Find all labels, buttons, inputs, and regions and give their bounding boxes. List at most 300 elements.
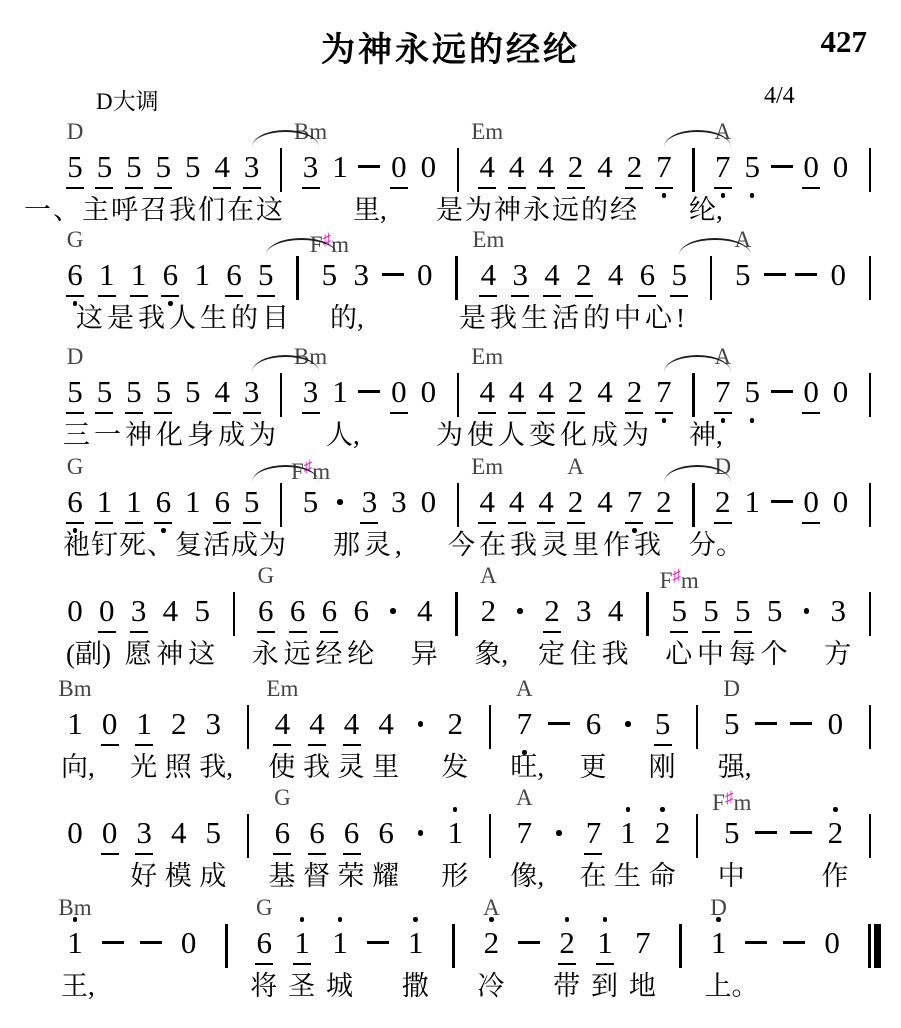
chord-label: A: [734, 227, 752, 252]
note: 7: [708, 149, 738, 199]
chord-label: A: [480, 563, 497, 588]
lyric: 灵: [337, 752, 365, 782]
lyric: 荣: [337, 861, 365, 891]
note: 2: [447, 706, 463, 741]
note: 5: [185, 149, 201, 184]
note: 1: [332, 374, 348, 409]
eighth-underline: [95, 522, 113, 524]
chord-label: G: [274, 785, 291, 810]
high-octave-dot: [338, 917, 343, 922]
note: 5: [89, 374, 119, 424]
augmentation-dot: [544, 815, 574, 865]
lyric: 定: [538, 639, 565, 669]
barline: [439, 925, 469, 975]
low-octave-dot: [750, 418, 755, 423]
lyric: 发: [441, 752, 469, 782]
note: 1: [287, 925, 317, 975]
eighth-underline: [289, 631, 307, 633]
lyric: 永: [251, 639, 279, 669]
note: 6: [251, 593, 281, 643]
lyric: 更: [579, 752, 607, 782]
duration-dash: [98, 925, 128, 975]
chord-label: A: [516, 676, 533, 701]
eighth-underline: [101, 744, 119, 746]
lyric: 成: [199, 861, 227, 891]
note: 5: [119, 374, 149, 424]
barline: [678, 149, 708, 199]
eighth-underline: [98, 631, 116, 633]
eighth-underline: [702, 631, 720, 633]
eighth-underline: [802, 412, 820, 414]
barline: [211, 925, 241, 975]
song-title: 为神永远的经纶: [321, 32, 580, 69]
chord-label: F♯m: [659, 566, 699, 593]
eighth-underline: [714, 187, 732, 189]
lyric: 那灵,: [333, 530, 406, 560]
eighth-underline: [537, 412, 555, 414]
eighth-underline: [625, 522, 643, 524]
note: 3: [237, 149, 267, 199]
eighth-underline: [213, 522, 231, 524]
note: 2: [561, 484, 591, 534]
note: 3: [296, 149, 326, 199]
rest-note: 0: [67, 593, 83, 628]
note: 5: [119, 149, 149, 199]
rest-note: 0: [832, 374, 849, 409]
eighth-underline: [479, 295, 497, 297]
note: 2: [552, 925, 582, 975]
chord-label: Em: [266, 676, 299, 701]
barline: [855, 815, 885, 865]
rest-note: 0: [830, 257, 846, 292]
note: 3: [237, 374, 267, 424]
note: 5: [723, 815, 740, 850]
lyric: 我: [601, 639, 629, 669]
rest-note: 0: [832, 149, 849, 184]
note: 3: [124, 593, 154, 643]
note: 6: [378, 815, 394, 850]
note: 7: [708, 374, 738, 424]
lyric: 里: [372, 752, 400, 782]
chord-label: A: [714, 344, 732, 369]
high-octave-dot: [565, 917, 570, 922]
eighth-underline: [508, 187, 526, 189]
low-octave-dot: [750, 193, 755, 198]
chord-label: G: [255, 895, 273, 920]
note: 1: [590, 925, 620, 975]
eighth-underline: [293, 963, 311, 965]
sharp-accidental: ♯: [724, 788, 734, 807]
note: 6: [155, 257, 185, 307]
eighth-underline: [655, 187, 673, 189]
lyric: 督: [302, 861, 330, 891]
final-barline: [855, 925, 885, 975]
note: 6: [249, 925, 279, 975]
eighth-underline: [390, 412, 408, 414]
eighth-underline: [343, 853, 361, 855]
rest-note: 0: [92, 593, 122, 643]
eighth-underline: [125, 522, 143, 524]
high-octave-dot: [660, 807, 665, 812]
note: 3: [205, 706, 221, 741]
eighth-underline: [66, 522, 84, 524]
eighth-underline: [625, 187, 643, 189]
barline: [233, 706, 263, 756]
note: 2: [708, 484, 738, 534]
eighth-underline: [478, 412, 496, 414]
note: 5: [664, 257, 694, 307]
duration-dash: [354, 374, 384, 424]
augmentation-dot: [378, 593, 408, 643]
chord-label: G: [66, 454, 84, 479]
lyric: 撒: [401, 971, 429, 1001]
music-system: [0, 676, 901, 792]
lyric: 分。: [689, 530, 743, 560]
note: 2: [537, 593, 567, 643]
barline: [443, 484, 473, 534]
duration-dash: [751, 706, 781, 756]
note: 4: [607, 593, 624, 628]
note: 7: [516, 815, 533, 850]
note: 4: [531, 149, 561, 199]
chord-label: G: [66, 227, 84, 252]
chord-label: Em: [472, 227, 505, 252]
lyric: 将: [250, 971, 278, 1001]
eighth-underline: [161, 295, 179, 297]
rest-note: 0: [796, 374, 826, 424]
rest-note: 0: [420, 374, 437, 409]
eighth-underline: [575, 295, 593, 297]
note: 5: [89, 149, 119, 199]
music-system: [0, 454, 901, 570]
note: 1: [185, 484, 201, 519]
lyric: 使: [268, 752, 296, 782]
eighth-underline: [537, 187, 555, 189]
note: 5: [766, 593, 783, 628]
duration-dash: [767, 149, 797, 199]
note: 5: [237, 484, 267, 534]
note: 6: [302, 815, 332, 865]
note: 2: [561, 374, 591, 424]
note: 7: [619, 484, 649, 534]
note: 1: [704, 925, 734, 975]
duration-dash: [767, 374, 797, 424]
chord-label: Bm: [293, 119, 328, 144]
barline: [682, 706, 712, 756]
note: 4: [417, 593, 433, 628]
hymn-number: 427: [820, 24, 867, 59]
lyric: 强,: [717, 752, 752, 782]
note: 7: [649, 149, 679, 199]
eighth-underline: [537, 522, 555, 524]
time-signature: 4/4: [764, 83, 795, 109]
note: 5: [728, 593, 758, 643]
note: 2: [476, 925, 506, 975]
music-system: [0, 344, 901, 460]
music-system: [0, 563, 901, 679]
eighth-underline: [154, 522, 172, 524]
barline: [475, 815, 505, 865]
eighth-underline: [567, 187, 585, 189]
note: 4: [378, 706, 394, 741]
eighth-underline: [625, 412, 643, 414]
low-octave-dot: [662, 418, 667, 423]
sharp-accidental: ♯: [322, 230, 332, 249]
note: 5: [696, 593, 726, 643]
note: 6: [60, 257, 90, 307]
lyric: 是我生活的中心!: [459, 303, 689, 333]
lyric: 里,: [353, 195, 387, 225]
rest-note: 0: [180, 925, 197, 960]
lyric: 人,: [326, 420, 360, 450]
eighth-underline: [255, 963, 273, 965]
duration-dash: [514, 925, 544, 975]
chord-label: A: [714, 119, 732, 144]
note: 6: [219, 257, 249, 307]
lyric: 为使人变化成为: [436, 420, 653, 450]
music-system: [0, 895, 901, 1011]
note: 5: [148, 374, 178, 424]
lyric: 冷: [477, 971, 505, 1001]
note: 4: [472, 374, 502, 424]
lyric: 王,: [61, 971, 95, 1001]
note: 4: [472, 149, 502, 199]
eighth-underline: [670, 295, 688, 297]
eighth-underline: [302, 412, 320, 414]
lyric: 住: [569, 639, 597, 669]
lyric: 到: [591, 971, 618, 1001]
barline: [678, 484, 708, 534]
note: 3: [391, 484, 407, 519]
lyric: 模: [164, 861, 192, 891]
barline: [443, 374, 473, 424]
high-octave-dot: [833, 807, 838, 812]
eighth-underline: [95, 187, 113, 189]
sharp-accidental: ♯: [303, 457, 313, 476]
note: 2: [561, 149, 591, 199]
eighth-underline: [558, 963, 576, 965]
barline: [442, 593, 472, 643]
lyric: 的,: [330, 303, 364, 333]
lyric: 这是我人生的目: [76, 303, 293, 333]
lyric: 像,: [510, 861, 545, 891]
eighth-underline: [213, 412, 231, 414]
note: 6: [267, 815, 297, 865]
note: 7: [578, 815, 608, 865]
note: 4: [531, 374, 561, 424]
augmentation-dot: [406, 706, 436, 756]
note: 4: [502, 149, 532, 199]
duration-dash: [767, 484, 797, 534]
note: 4: [472, 484, 502, 534]
note: 6: [207, 484, 237, 534]
chord-label: D: [710, 895, 727, 920]
lyric: 三一神化身成为: [63, 420, 280, 450]
note: 6: [337, 815, 367, 865]
augmentation-dot: [406, 815, 436, 865]
eighth-underline: [308, 853, 326, 855]
chord-label: Em: [471, 119, 504, 144]
note: 3: [576, 593, 592, 628]
chord-label: G: [257, 563, 275, 588]
rest-note: 0: [420, 484, 437, 519]
note: 6: [632, 257, 662, 307]
eighth-underline: [308, 744, 326, 746]
chord-label: F♯m: [712, 788, 752, 815]
lyric: 中: [697, 639, 724, 669]
note: 5: [251, 257, 281, 307]
note: 7: [509, 706, 539, 756]
eighth-underline: [638, 295, 656, 297]
eighth-underline: [714, 412, 732, 414]
eighth-underline: [478, 187, 496, 189]
lyric: 命: [648, 861, 676, 891]
note: 5: [302, 484, 319, 519]
rest-note: 0: [384, 149, 414, 199]
eighth-underline: [714, 522, 732, 524]
eighth-underline: [655, 412, 673, 414]
eighth-underline: [734, 631, 752, 633]
rest-note: 0: [67, 815, 83, 850]
lyric: 异: [410, 639, 438, 669]
low-octave-dot: [662, 193, 667, 198]
eighth-underline: [273, 853, 291, 855]
lyric: 我: [302, 752, 330, 782]
note: 2: [170, 706, 187, 741]
eighth-underline: [390, 187, 408, 189]
chord-label: D: [66, 344, 84, 369]
eighth-underline: [243, 412, 261, 414]
note: 1: [440, 815, 470, 865]
note: 2: [648, 815, 678, 865]
note: 5: [648, 706, 678, 756]
barline: [855, 706, 885, 756]
lyric: 中: [717, 861, 745, 891]
eighth-underline: [135, 853, 153, 855]
note: 1: [332, 149, 348, 184]
note: 6: [148, 484, 178, 534]
chord-label: A: [567, 454, 584, 479]
lyric: 上。: [704, 971, 759, 1001]
barline: [696, 257, 726, 307]
barline: [682, 815, 712, 865]
rest-note: 0: [417, 257, 433, 292]
chord-label: D: [723, 676, 741, 701]
note: 2: [619, 149, 649, 199]
duration-dash: [786, 815, 816, 865]
note: 1: [92, 257, 122, 307]
lyric: (副): [66, 639, 111, 669]
note: 6: [314, 593, 344, 643]
barline: [666, 925, 696, 975]
lyric: 好: [130, 861, 158, 891]
high-octave-dot: [453, 807, 458, 812]
high-octave-dot: [626, 807, 631, 812]
chord-label: A: [483, 895, 500, 920]
eighth-underline: [154, 187, 172, 189]
chord-label: A: [516, 785, 533, 810]
lyric: 作: [821, 861, 849, 891]
eighth-underline: [125, 412, 143, 414]
duration-dash: [751, 815, 781, 865]
note: 2: [480, 593, 497, 628]
eighth-underline: [567, 522, 585, 524]
note: 2: [649, 484, 679, 534]
barline: [283, 257, 313, 307]
eighth-underline: [320, 631, 338, 633]
note: 3: [129, 815, 159, 865]
note: 5: [205, 815, 221, 850]
lyric: 神,: [689, 420, 723, 450]
key-signature: D大调: [96, 89, 159, 114]
rest-note: 0: [95, 815, 125, 865]
music-system: [0, 785, 901, 901]
rest-note: 0: [420, 149, 437, 184]
note: 1: [401, 925, 431, 975]
note: 5: [737, 149, 767, 199]
note: 4: [537, 257, 567, 307]
lyric: 刚: [648, 752, 676, 782]
note: 4: [267, 706, 297, 756]
lyric: 圣: [288, 971, 316, 1001]
eighth-underline: [543, 295, 561, 297]
eighth-underline: [130, 295, 148, 297]
note: 5: [664, 593, 694, 643]
eighth-underline: [66, 295, 84, 297]
barline: [632, 593, 662, 643]
rest-note: 0: [832, 484, 849, 519]
lyric: 生: [614, 861, 642, 891]
note: 1: [194, 257, 210, 292]
chord-label: D: [66, 119, 84, 144]
note: 4: [302, 706, 332, 756]
note: 3: [353, 257, 369, 292]
note: 7: [635, 925, 651, 960]
lyric: 是为神永远的经: [436, 195, 639, 225]
lyric: 形: [441, 861, 469, 891]
barline: [266, 484, 296, 534]
lyric: 纶,: [689, 195, 723, 225]
lyric: 心: [665, 639, 693, 669]
duration-dash: [378, 257, 408, 307]
eighth-underline: [655, 522, 673, 524]
note: 1: [129, 706, 159, 756]
lyric: 基: [268, 861, 296, 891]
barline: [855, 484, 885, 534]
chord-label: Em: [471, 454, 504, 479]
lyric: 方: [824, 639, 852, 669]
note: 3: [296, 374, 326, 424]
lyric: 今在我灵里作我: [448, 530, 665, 560]
note: 1: [325, 925, 355, 975]
note: 2: [619, 374, 649, 424]
note: 1: [613, 815, 643, 865]
eighth-underline: [225, 295, 243, 297]
eighth-underline: [567, 412, 585, 414]
note: 5: [723, 706, 740, 741]
note: 4: [597, 149, 613, 184]
barline: [266, 374, 296, 424]
lyric: 祂钉死、复活成为: [63, 530, 287, 560]
lyric: 远: [283, 639, 311, 669]
lyric: 每: [728, 639, 756, 669]
lyric: 愿: [124, 639, 152, 669]
eighth-underline: [98, 295, 116, 297]
note: 4: [207, 374, 237, 424]
augmentation-dot: [613, 706, 643, 756]
lyric: 向,: [61, 752, 95, 782]
note: 4: [170, 815, 187, 850]
